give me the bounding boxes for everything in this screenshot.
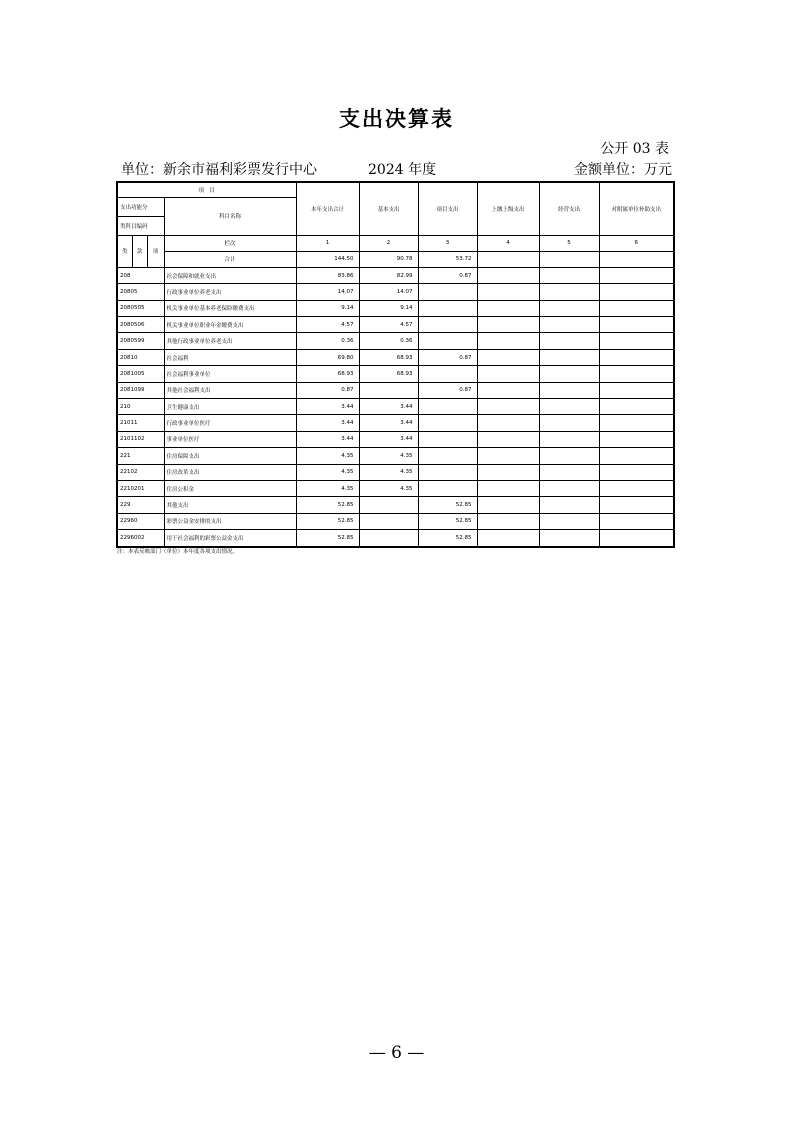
row-name: 其他支出 <box>164 497 296 513</box>
header-item: 项 目 <box>117 182 296 197</box>
row-value-2: 4.35 <box>359 480 418 496</box>
row-value-1: 52.85 <box>296 530 359 547</box>
row-value-6 <box>599 513 674 529</box>
table-row <box>117 399 674 415</box>
header-col-1: 本年支出合计 <box>296 182 359 235</box>
row-name: 用于社会福利的彩票公益金支出 <box>164 530 296 547</box>
row-value-2 <box>359 513 418 529</box>
row-code: 2080599 <box>117 333 164 349</box>
header-num-1: 1 <box>296 235 359 251</box>
header-col-5: 经营支出 <box>539 182 599 235</box>
row-value-6 <box>599 382 674 398</box>
row-value-2 <box>359 382 418 398</box>
header-name: 科目名称 <box>164 197 296 235</box>
table-row <box>117 513 674 529</box>
row-value-4 <box>477 530 539 547</box>
row-value-1: 69.80 <box>296 349 359 365</box>
row-value-4 <box>477 431 539 447</box>
row-code: 21011 <box>117 415 164 431</box>
row-value-6 <box>599 399 674 415</box>
row-value-6 <box>599 349 674 365</box>
table-row <box>117 333 674 349</box>
row-value-5 <box>539 530 599 547</box>
row-value-2: 68.93 <box>359 349 418 365</box>
row-value-3 <box>418 300 477 316</box>
row-name: 卫生健康支出 <box>164 399 296 415</box>
table-row <box>117 382 674 398</box>
row-value-1: 3.44 <box>296 399 359 415</box>
header-num-3: 3 <box>418 235 477 251</box>
row-value-2: 82.99 <box>359 267 418 283</box>
table-row <box>117 366 674 382</box>
row-code: 22960 <box>117 513 164 529</box>
row-value-5 <box>539 284 599 300</box>
row-name: 机关事业单位基本养老保险缴费支出 <box>164 300 296 316</box>
row-name: 住房公积金 <box>164 480 296 496</box>
header-func-code: 支出功能分 <box>117 197 164 216</box>
row-value-1: 3.44 <box>296 431 359 447</box>
total-label: 合计 <box>164 251 296 267</box>
row-value-6 <box>599 464 674 480</box>
row-name: 社会福利事业单位 <box>164 366 296 382</box>
table-row <box>117 464 674 480</box>
row-value-1: 52.85 <box>296 513 359 529</box>
header-class-code: 类科目编码 <box>117 216 164 235</box>
row-value-1: 52.85 <box>296 497 359 513</box>
table-row <box>117 317 674 333</box>
row-value-6 <box>599 448 674 464</box>
row-value-1: 9.14 <box>296 300 359 316</box>
row-value-5 <box>539 349 599 365</box>
total-value-3: 53.72 <box>418 251 477 267</box>
row-value-1: 0.36 <box>296 333 359 349</box>
row-value-6 <box>599 530 674 547</box>
row-value-3: 52.85 <box>418 513 477 529</box>
row-value-5 <box>539 513 599 529</box>
row-value-4 <box>477 497 539 513</box>
row-value-6 <box>599 480 674 496</box>
row-value-3 <box>418 464 477 480</box>
row-value-1: 83.86 <box>296 267 359 283</box>
row-code: 208 <box>117 267 164 283</box>
header-num-4: 4 <box>477 235 539 251</box>
row-name: 住房保障支出 <box>164 448 296 464</box>
row-value-5 <box>539 399 599 415</box>
row-value-4 <box>477 448 539 464</box>
row-value-6 <box>599 366 674 382</box>
row-value-6 <box>599 267 674 283</box>
unit-label: 单位：新余市福利彩票发行中心 <box>121 162 317 178</box>
header-col-3: 项目支出 <box>418 182 477 235</box>
row-code: 229 <box>117 497 164 513</box>
row-name: 社会保障和就业支出 <box>164 267 296 283</box>
row-value-4 <box>477 349 539 365</box>
header-num-5: 5 <box>539 235 599 251</box>
table-row <box>117 349 674 365</box>
row-name: 其他行政事业单位养老支出 <box>164 333 296 349</box>
row-value-5 <box>539 382 599 398</box>
table-row <box>117 300 674 316</box>
row-value-1: 4.35 <box>296 480 359 496</box>
row-value-3 <box>418 366 477 382</box>
row-code: 20805 <box>117 284 164 300</box>
total-value-5 <box>539 251 599 267</box>
row-value-6 <box>599 300 674 316</box>
row-value-4 <box>477 300 539 316</box>
row-code: 22102 <box>117 464 164 480</box>
row-value-5 <box>539 366 599 382</box>
row-value-3: 0.87 <box>418 267 477 283</box>
header-row-label: 栏次 <box>164 235 296 251</box>
row-value-2: 14.07 <box>359 284 418 300</box>
total-value-6 <box>599 251 674 267</box>
header-col-4: 上缴上级支出 <box>477 182 539 235</box>
fiscal-year: 2024 年度 <box>368 162 437 178</box>
row-value-4 <box>477 513 539 529</box>
row-code: 2210201 <box>117 480 164 496</box>
row-value-4 <box>477 480 539 496</box>
row-value-6 <box>599 284 674 300</box>
header-num-2: 2 <box>359 235 418 251</box>
row-value-1: 4.35 <box>296 448 359 464</box>
row-value-4 <box>477 399 539 415</box>
row-value-2: 4.35 <box>359 464 418 480</box>
table-note: 注：本表反映部门（单位）本年度各项支出情况。 <box>117 549 239 555</box>
table-row <box>117 284 674 300</box>
row-value-3 <box>418 415 477 431</box>
row-value-5 <box>539 431 599 447</box>
row-value-4 <box>477 366 539 382</box>
info-line <box>121 159 672 179</box>
total-value-2: 90.78 <box>359 251 418 267</box>
row-value-1: 4.57 <box>296 317 359 333</box>
row-value-2 <box>359 497 418 513</box>
row-name: 行政事业单位养老支出 <box>164 284 296 300</box>
row-value-3 <box>418 399 477 415</box>
row-name: 社会福利 <box>164 349 296 365</box>
row-value-5 <box>539 300 599 316</box>
total-value-1: 144.50 <box>296 251 359 267</box>
row-value-5 <box>539 448 599 464</box>
row-value-5 <box>539 317 599 333</box>
row-value-5 <box>539 415 599 431</box>
row-value-1: 3.44 <box>296 415 359 431</box>
row-value-2: 4.57 <box>359 317 418 333</box>
row-value-6 <box>599 431 674 447</box>
row-value-1: 68.93 <box>296 366 359 382</box>
row-value-5 <box>539 267 599 283</box>
row-value-1: 0.87 <box>296 382 359 398</box>
row-value-3: 0.87 <box>418 349 477 365</box>
row-value-4 <box>477 382 539 398</box>
table-row <box>117 267 674 283</box>
money-unit: 金额单位：万元 <box>574 162 672 178</box>
table-row <box>117 415 674 431</box>
page-number: — 6 — <box>368 1043 425 1063</box>
row-value-4 <box>477 317 539 333</box>
header-xiang: 项 <box>147 235 164 267</box>
table-row <box>117 448 674 464</box>
row-value-5 <box>539 333 599 349</box>
row-value-4 <box>477 267 539 283</box>
row-value-6 <box>599 333 674 349</box>
row-code: 210 <box>117 399 164 415</box>
row-value-3 <box>418 480 477 496</box>
header-col-2: 基本支出 <box>359 182 418 235</box>
row-code: 2081005 <box>117 366 164 382</box>
row-value-2: 9.14 <box>359 300 418 316</box>
row-code: 2080506 <box>117 317 164 333</box>
row-name: 行政事业单位医疗 <box>164 415 296 431</box>
row-code: 221 <box>117 448 164 464</box>
row-value-2: 4.35 <box>359 448 418 464</box>
row-value-4 <box>477 284 539 300</box>
row-value-6 <box>599 497 674 513</box>
row-value-5 <box>539 480 599 496</box>
row-value-6 <box>599 317 674 333</box>
row-value-1: 4.35 <box>296 464 359 480</box>
row-name: 彩票公益金安排的支出 <box>164 513 296 529</box>
page-title: 支出决算表 <box>339 107 454 131</box>
table-row <box>117 530 674 547</box>
row-code: 2101102 <box>117 431 164 447</box>
row-value-3 <box>418 448 477 464</box>
row-name: 事业单位医疗 <box>164 431 296 447</box>
row-name: 住房改革支出 <box>164 464 296 480</box>
row-value-3: 0.87 <box>418 382 477 398</box>
table-row <box>117 480 674 496</box>
row-code: 20810 <box>117 349 164 365</box>
row-code: 2081099 <box>117 382 164 398</box>
row-value-3: 52.85 <box>418 497 477 513</box>
row-value-2: 0.36 <box>359 333 418 349</box>
row-value-3 <box>418 431 477 447</box>
row-code: 2080505 <box>117 300 164 316</box>
row-name: 其他社会福利支出 <box>164 382 296 398</box>
header-lei: 类 <box>117 235 132 267</box>
total-value-4 <box>477 251 539 267</box>
row-value-3 <box>418 333 477 349</box>
row-value-4 <box>477 333 539 349</box>
row-value-3 <box>418 317 477 333</box>
row-value-2: 3.44 <box>359 399 418 415</box>
row-value-6 <box>599 415 674 431</box>
header-num-6: 6 <box>599 235 674 251</box>
row-value-3: 52.85 <box>418 530 477 547</box>
row-value-4 <box>477 464 539 480</box>
row-value-4 <box>477 415 539 431</box>
header-kuan: 款 <box>132 235 147 267</box>
row-value-5 <box>539 464 599 480</box>
table-row <box>117 431 674 447</box>
row-value-2 <box>359 530 418 547</box>
row-name: 机关事业单位职业年金缴费支出 <box>164 317 296 333</box>
row-value-2: 3.44 <box>359 415 418 431</box>
expenditure-table <box>116 181 675 548</box>
row-value-2: 3.44 <box>359 431 418 447</box>
row-value-5 <box>539 497 599 513</box>
table-row <box>117 497 674 513</box>
form-number: 公开 03 表 <box>600 141 669 157</box>
header-col-6: 对附属单位补助支出 <box>599 182 674 235</box>
row-value-3 <box>418 284 477 300</box>
row-value-1: 14.07 <box>296 284 359 300</box>
row-code: 2296002 <box>117 530 164 547</box>
row-value-2: 68.93 <box>359 366 418 382</box>
